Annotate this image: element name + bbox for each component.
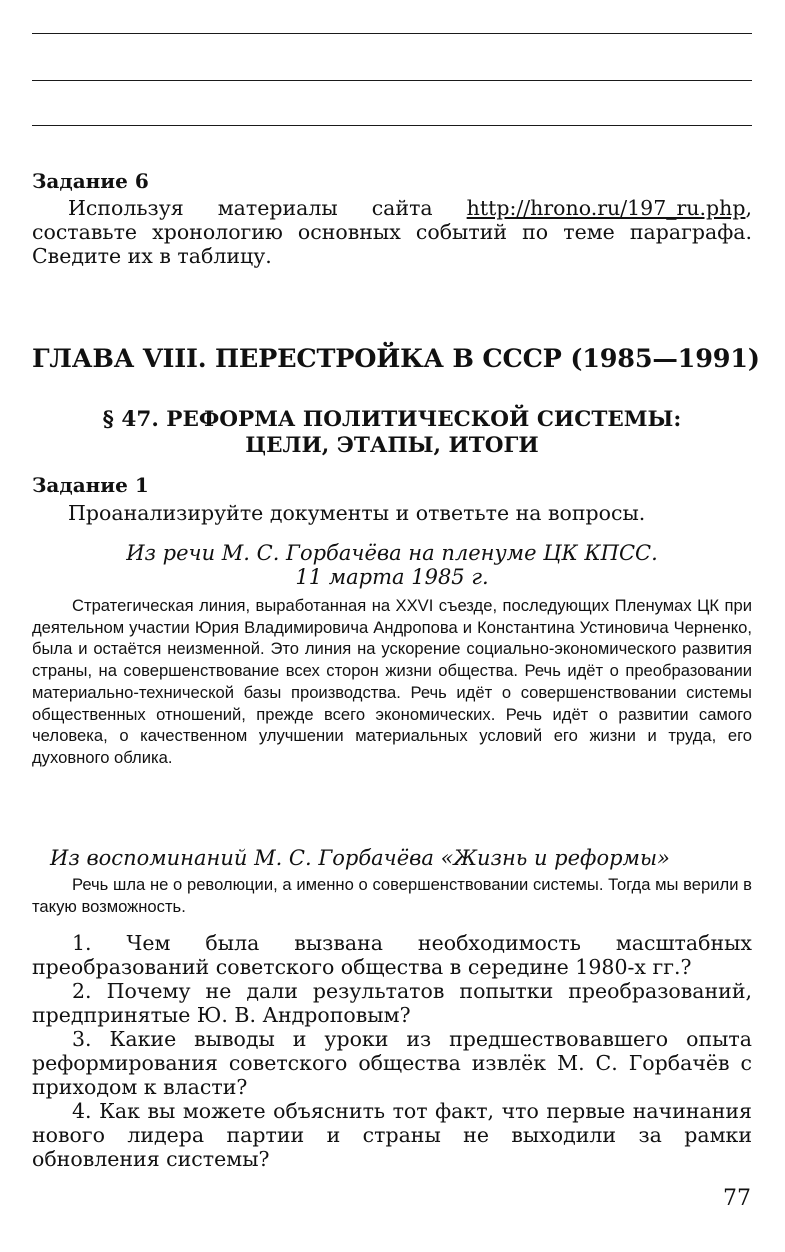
document-2-text: Речь шла не о революции, а именно о совершенствовании системы. Тогда мы верили в такую возможность. — [32, 875, 752, 916]
hrono-link[interactable]: http://hrono.ru/197_ru.php — [466, 196, 746, 220]
answer-line-3 — [32, 125, 752, 126]
task-6-text-after: , составьте хронологию основных событий по теме параграфа. Сведите их в таблицу. — [32, 196, 752, 268]
document-1 — [32, 541, 752, 769]
document-1-title-line-2: 11 марта 1985 г. — [295, 565, 489, 589]
chapter-title: ГЛАВА VIII. ПЕРЕСТРОЙКА В СССР (1985—1991) — [32, 344, 760, 374]
section-title-line-2: ЦЕЛИ, ЭТАПЫ, ИТОГИ — [245, 433, 539, 458]
chapter-heading — [32, 344, 760, 374]
task-6-text-before: Используя материалы сайта — [68, 196, 467, 220]
task-6-title: Задание 6 — [32, 169, 149, 193]
question-3: 3. Какие выводы и уроки из предшествовавшего опыта реформирования советского общества извлёк М. С. Горбачёв с приходом к власти? — [32, 1027, 752, 1099]
task-1-instruction: Проанализируйте документы и ответьте на вопросы. — [68, 501, 646, 525]
answer-line-1 — [32, 33, 752, 34]
question-1: 1. Чем была вызвана необходимость масштабных преобразований советского общества в середине 1980-х гг.? — [32, 931, 752, 979]
section-title-line-1: § 47. РЕФОРМА ПОЛИТИЧЕСКОЙ СИСТЕМЫ: — [102, 407, 682, 432]
section-heading — [32, 407, 752, 459]
page-number: 77 — [723, 1186, 751, 1211]
task-6-text — [32, 196, 752, 268]
task-1 — [32, 473, 752, 525]
task-1-title: Задание 1 — [32, 473, 149, 497]
document-1-text: Стратегическая линия, выработанная на XXVI съезде, последующих Пленумах ЦК при деятельном участии Юрия Владимировича Андропова и Константина Устиновича Черненко, была и остаётся неизменной. Это линия на ускорение социально-экономического развития страны, на совершенствование всех сторон жизни общества. Речь идёт о преобразовании материально-технической базы производства. Речь идёт о совершенствовании системы общественных отношений, прежде всего экономических. Речь идёт о развитии самого человека, о качественном улучшении материальных условий его жизни и труда, его духовного облика. — [32, 596, 752, 767]
task-6 — [32, 169, 752, 268]
answer-line-2 — [32, 80, 752, 81]
document-2-title: Из воспоминаний М. С. Горбачёва «Жизнь и реформы» — [50, 846, 670, 870]
document-1-title-line-1: Из речи М. С. Горбачёва на пленуме ЦК КПСС. — [126, 541, 658, 565]
document-2 — [32, 846, 752, 917]
question-4: 4. Как вы можете объяснить тот факт, что первые начинания нового лидера партии и страны не выходили за рамки обновления системы? — [32, 1099, 752, 1171]
questions-list — [32, 931, 752, 1171]
question-2: 2. Почему не дали результатов попытки преобразований, предпринятые Ю. В. Андроповым? — [32, 979, 752, 1027]
